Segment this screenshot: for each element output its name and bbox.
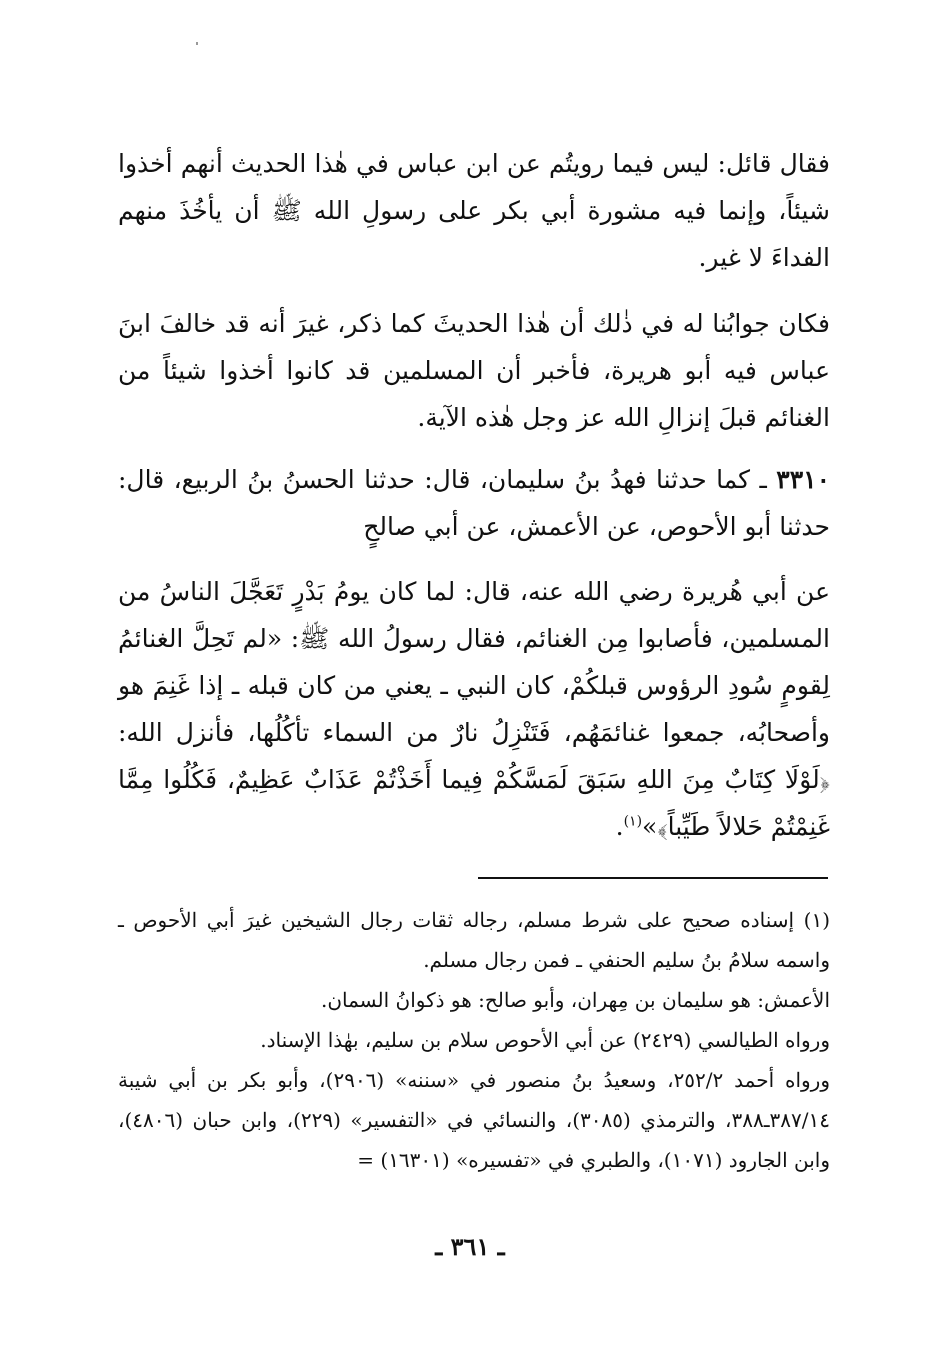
hadith-matn-paragraph <box>118 568 830 850</box>
footnote-note-narrators: الأعمش: هو سليمان بن مِهران، وأبو صالح: هو ذكوانُ السمان. <box>320 988 830 1012</box>
paragraph-answer: فكان جوابُنا له في ذٰلك أن هٰذا الحديثَ كما ذكر، غيرَ أنه قد خالفَ ابنَ عباس فيه أبو هريرة، فأخبر أن المسلمين قد كانوا أخذوا شيئاً من الغنائم قبلَ إنزالِ الله عز وجل هٰذه الآية. <box>118 309 830 432</box>
footnotes-section <box>118 900 830 1180</box>
paragraph-objection: فقال قائل: ليس فيما رويتُم عن ابن عباس في هٰذا الحديث أنهم أخذوا شيئاً، وإنما فيه مشورة أبي بكر على رسولِ الله ﷺ أن يأخُذَ منهم الفداءَ لا غير. <box>118 149 830 272</box>
page-number: ـ ٣٦١ ـ <box>435 1232 505 1261</box>
hadith-isnad-text: ـ كما حدثنا فهدُ بنُ سليمان، قال: حدثنا الحسنُ بنُ الربيع، قال: حدثنا أبو الأحوص، عن الأعمش، عن أبي صالحٍ <box>118 465 830 541</box>
sentence-end: . <box>615 812 624 841</box>
footnote-note-tayalisi: ورواه الطيالسي (٢٤٢٩) عن أبي الأحوص سلام بن سليم، بهٰذا الإسناد. <box>260 1028 830 1052</box>
footnote-reference: (١) <box>623 813 643 830</box>
hadith-number: ٣٣١٠ <box>776 465 830 494</box>
footnote-divider <box>478 877 828 879</box>
hadith-matn-text: عن أبي هُريرة رضي الله عنه، قال: لما كان يومُ بَدْرٍ تَعَجَّلَ الناسُ من المسلمين، فأصابوا مِن الغنائم، فقال رسولُ الله ﷺ: «لم تَحِلَّ الغنائمُ لِقومٍ سُودِ الرؤوس قبلكُمْ، كان النبي ـ يعني من كان قبله ـ إذا غَنِمَ هو وأصحابُه، جمعوا غنائمَهُم، فَتَنْزِلُ نارٌ من السماء تأكُلُها، فأنزل الله: ﴿لَوْلَا كِتَابٌ مِنَ اللهِ سَبَقَ لَمَسَّكُمْ فِيما أَخَذْتُمْ عَذَابٌ عَظِيمٌ، فَكُلُوا مِمَّا غَنِمْتُمْ حَلالاً طَيِّباً﴾» <box>118 577 830 841</box>
footnote-1: (١) إسناده صحيح على شرط مسلم، رجاله ثقات رجال الشيخين غيرَ أبي الأحوص ـ واسمه سلامُ بنُ سليم الحنفي ـ فمن رجال مسلم. <box>118 908 830 972</box>
scan-mark <box>196 42 198 45</box>
hadith-isnad-paragraph <box>118 456 830 550</box>
footnote-note-sources: ورواه أحمد ٢٥٢/٢، وسعيدُ بنُ منصور في «سننه» (٢٩٠٦)، وأبو بكر بن أبي شيبة ٣٨٧/١٤ـ٣٨٨، والترمذي (٣٠٨٥)، والنسائي في «التفسير» (٢٢٩)، وابن حبان (٤٨٠٦)، وابن الجارود (١٠٧١)، والطبري في «تفسيره» (١٦٣٠١) = <box>118 1068 830 1172</box>
